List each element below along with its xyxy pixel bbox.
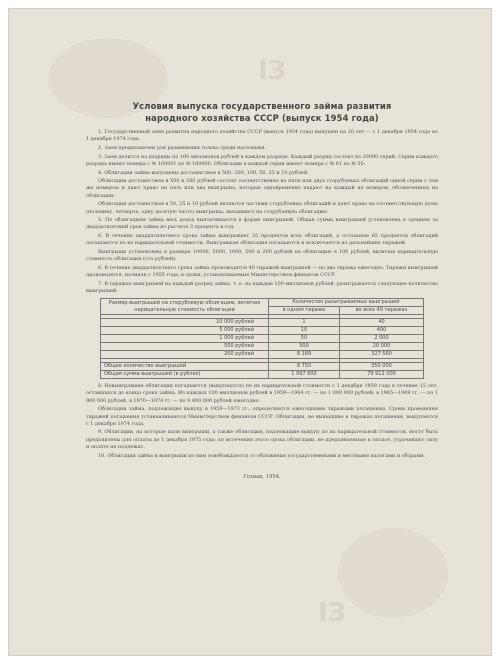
all-draws-count: 20 000: [340, 343, 424, 351]
table-row: [101, 319, 424, 327]
one-draw-count: 500: [268, 343, 339, 351]
prize-amount: 1 000 рублей: [101, 335, 269, 343]
paragraph: Облигации достоинством в 50, 25 и 10 рублей являются частями сторублевых облигаций и дают право на соответствующую долю (половину, четверть, одну десятую часть) выигрыша, выпавшего на сторублевую облигацию.: [86, 201, 438, 215]
paragraph: 2. Заем предназначен для размещения только среди населения.: [98, 144, 266, 151]
bleed-through-mark: ІЗ: [318, 598, 347, 628]
bond-conditions-text: [86, 100, 438, 480]
paragraph: 6. В течение двадцатилетнего срока займа выигрывает 35 процентов всех облигаций, а остальные 65 процентов облигаций погашаются по их нарицательной стоимости. Выигравшая облигация погашается и исключается из дальнейших тиражей.: [86, 233, 438, 247]
table-row: [101, 343, 424, 351]
paragraph: 10. Облигации займа и выигрыши по ним освобождаются от обложения государственными и местными налогами и сборами.: [98, 452, 425, 459]
paragraphs-bottom: [86, 383, 438, 460]
document-title: [86, 100, 438, 124]
total-count-label: Общее количество выигрышей: [101, 363, 269, 371]
table-row: [101, 351, 424, 359]
one-draw-count: 1: [268, 319, 339, 327]
count-column-header: Количество разыгрываемых выигрышей: [268, 299, 423, 307]
total-sum-one: 1 997 800: [268, 371, 339, 379]
one-draw-count: 10: [268, 327, 339, 335]
winnings-table: [100, 298, 424, 379]
paragraphs-top: [86, 129, 438, 295]
paragraph: 5. По облигациям займа весь доход выплачивается в форме выигрышей. Общая сумма выигрышей установлена в среднем за двадцатилетний срок займа из расчета 3 процента в год.: [86, 217, 438, 231]
paragraph: Выигрыши установлены в размере 10000, 5000, 1000, 500 и 200 рублей на облигацию в 100 рублей, включая нарицательную стоимость облигации (сто рублей).: [86, 249, 438, 263]
prize-amount: 200 рублей: [101, 351, 269, 359]
prize-amount: 500 рублей: [101, 343, 269, 351]
paragraph: Облигации достоинством в 500 и 200 рублей состоят соответственно из пяти или двух сторублевых облигаций одной серии с тем же номером и дают право на пять или два выигрыша, которые одновременно падают на каждый из номеров, обозначенных на облигации.: [86, 178, 438, 199]
title-line: народного хозяйства СССР (выпуск 1954 года): [145, 113, 379, 123]
paragraph: 9. Облигации, на которые пали выигрыши, а также облигации, подлежащие выкупу по их нарицательной стоимости, могут быть предъявлены для оплаты до 1 декабря 1975 года; по истечении этого срока облигации, не предъявленные к оплате, утрачивают силу и оплате не подлежат.: [86, 429, 438, 450]
amount-column-header: Размер выигрышей на сторублевую облигацию, включая нарицательную стоимость облигации: [101, 299, 269, 315]
table-row: [101, 335, 424, 343]
prize-amount: 10 000 рублей: [101, 319, 269, 327]
one-draw-header: в одном тираже: [268, 307, 339, 315]
one-draw-count: 8 189: [268, 351, 339, 359]
total-sum-all: 79 912 000: [340, 371, 424, 379]
all-draws-count: 2 000: [340, 335, 424, 343]
bond-sheet: [8, 8, 492, 656]
total-count-row: [101, 363, 424, 371]
paragraph: 1. Государственный заем развития народного хозяйства СССР (выпуск 1954 года) выпущен на 20 лет — с 1 декабря 1954 года по 1 декабря 1974 года.: [86, 129, 438, 143]
all-draws-header: во всех 40 тиражах: [340, 307, 424, 315]
total-sum-row: [101, 371, 424, 379]
paragraph: 8. Невыигравшие облигации погашаются (выкупаются) по их нарицательной стоимости с 1 декабря 1959 года в течение 15 лет, оставшихся до конца срока займа. Из каждых 100 миллионов рублей в 1959—1964 гг. — по 1 000 000 рублей, в 1965—1969 гг. — по 1 900 000 рублей, в 1970—1974 гг. — по 9 900 000 рублей ежегодно.: [86, 383, 438, 404]
one-draw-count: 50: [268, 335, 339, 343]
paper-stain: [338, 528, 448, 618]
prize-amount: 5 000 рублей: [101, 327, 269, 335]
total-sum-label: Общая сумма выигрышей (в рублях): [101, 371, 269, 379]
total-count-all: 350 000: [340, 363, 424, 371]
table-row: [101, 327, 424, 335]
paragraph: Облигации займа, подлежащие выкупу в 1959—1973 гг., определяются ежегодными тиражами погашения. Сроки проведения тиражей погашения устанавливаются Министерством финансов СССР. Облигации, не вышедшие в тиражах погашения, выкупаются с 1 декабря 1974 года.: [86, 406, 438, 427]
bleed-through-mark: ІЗ: [258, 56, 287, 86]
printer-footer: Гознак. 1954.: [243, 473, 281, 480]
title-line: Условия выпуска государственного займа развития: [132, 101, 392, 111]
all-draws-count: 327 560: [340, 351, 424, 359]
paragraph: 7. В тиражах выигрышей на каждый разряд займа, т. е. на каждые 100 миллионов рублей, разыгрывается следующее количество выигрышей:: [86, 280, 438, 295]
paragraph: 4. Облигации займа выпущены достоинством в 500, 200, 100, 50, 25 и 10 рублей.: [98, 169, 309, 176]
all-draws-count: 400: [340, 327, 424, 335]
all-draws-count: 40: [340, 319, 424, 327]
paragraph: 6. В течение двадцатилетнего срока займа производится 40 тиражей выигрышей — по два тиража ежегодно. Тиражи выигрышей производятся, начиная с 1955 года, в сроки, устанавливаемые Министерством финансов СССР.: [86, 264, 438, 279]
paragraph: 3. Заем делится на разряды по 100 миллионов рублей в каждом разряде. Каждый разряд состоит из 20000 серий. Серии каждого разряда имеют номера с № 160001 по № 180000. Облигации в каждой серии имеют номера с № 01 по № 50.: [86, 153, 438, 167]
total-count-one: 8 750: [268, 363, 339, 371]
